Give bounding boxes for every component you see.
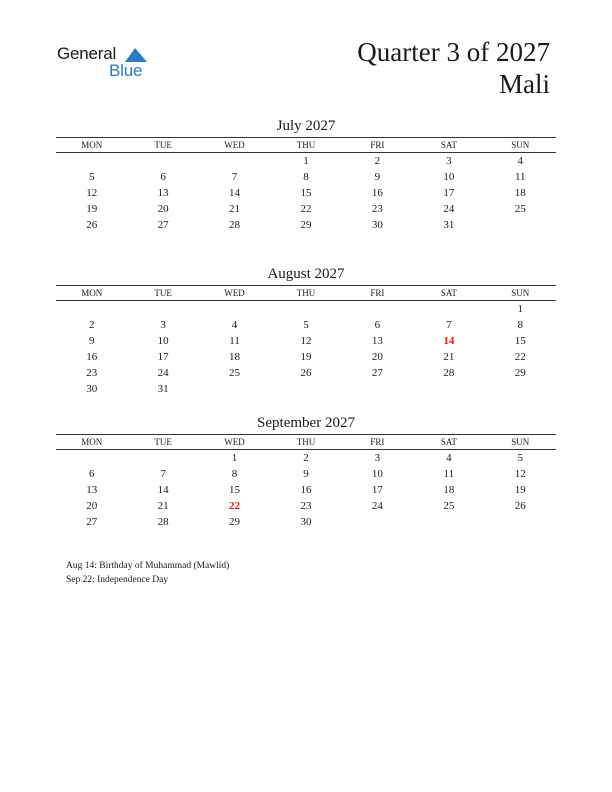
logo-word-blue: Blue [109,61,143,80]
day-cell: 13 [157,187,169,199]
day-cell: 28 [443,367,455,379]
day-cell: 2 [374,155,381,167]
day-cell: 21 [443,351,455,363]
day-cell: 17 [157,351,169,363]
day-cell: 30 [86,383,98,395]
day-cell [199,381,270,397]
day-cell: 6 [88,468,95,480]
day-cell: 25 [229,367,241,379]
week-row [56,450,556,467]
day-cell: 7 [160,468,166,480]
day-cell: 11 [443,468,455,480]
weekday-header: SAT [413,435,484,450]
day-cell: 16 [86,351,98,363]
week-row [56,365,556,381]
day-cell: 19 [514,484,526,496]
day-cell [56,153,127,170]
day-cell [270,381,341,397]
day-cell: 2 [88,319,95,331]
day-cell: 8 [517,319,524,331]
weekday-header: SUN [485,138,556,153]
day-cell: 1 [303,155,309,167]
holiday-day-cell: 14 [443,335,455,347]
day-cell: 25 [514,203,526,215]
day-cell [127,301,198,318]
day-cell [127,450,198,467]
day-cell: 4 [517,155,524,167]
month-september [56,414,556,530]
week-row [56,301,556,318]
day-cell: 8 [303,171,309,183]
month-title: September 2027 [257,415,355,431]
weekday-header: WED [199,138,270,153]
day-cell: 29 [514,367,526,379]
day-cell: 27 [157,219,169,231]
day-cell: 26 [86,219,98,231]
day-cell: 30 [371,219,383,231]
country-name: Mali [499,69,550,99]
day-cell: 14 [157,484,169,496]
day-cell: 7 [446,319,452,331]
day-cell: 16 [300,484,312,496]
day-cell: 4 [446,452,452,464]
month-grid [56,434,556,530]
day-cell: 23 [371,203,383,215]
day-cell: 23 [86,367,98,379]
weekday-header: SAT [413,286,484,301]
week-row [56,185,556,201]
week-row [56,333,556,349]
week-row [56,466,556,482]
day-cell: 19 [86,203,98,215]
day-cell: 13 [371,335,383,347]
day-cell [56,301,127,318]
day-cell: 18 [514,187,526,199]
day-cell: 22 [514,351,526,363]
day-cell: 20 [371,351,383,363]
day-cell: 6 [374,319,381,331]
day-cell [413,301,484,318]
day-cell [199,153,270,170]
weekday-header: WED [199,286,270,301]
day-cell: 15 [514,335,526,347]
weekday-header: MON [56,435,127,450]
weekday-header: THU [270,435,341,450]
week-row [56,153,556,170]
day-cell: 4 [231,319,238,331]
day-cell: 28 [229,219,241,231]
day-cell [342,514,413,530]
month-title: August 2027 [267,266,345,282]
day-cell: 11 [229,335,240,347]
day-cell: 9 [374,171,381,183]
week-row [56,381,556,397]
day-cell: 28 [157,516,169,528]
day-cell: 1 [517,303,524,315]
day-cell: 9 [88,335,95,347]
day-cell: 3 [374,452,381,464]
week-row [56,201,556,217]
weekday-header: WED [199,435,270,450]
weekday-header: FRI [342,286,413,301]
day-cell: 19 [300,351,312,363]
day-cell: 10 [371,468,383,480]
day-cell: 27 [86,516,98,528]
logo-triangle-icon [125,46,147,62]
weekday-header: MON [56,138,127,153]
day-cell: 10 [157,335,169,347]
page-title: Quarter 3 of 2027 [357,37,550,67]
weekday-header: FRI [342,138,413,153]
day-cell: 30 [300,516,312,528]
day-cell: 7 [231,171,238,183]
weekday-header: TUE [127,138,198,153]
weekday-header: MON [56,286,127,301]
day-cell: 15 [300,187,312,199]
weekday-header: FRI [342,435,413,450]
day-cell: 5 [88,171,95,183]
day-cell [485,217,556,233]
day-cell: 27 [371,367,383,379]
month-august [56,265,556,397]
day-cell: 3 [160,319,166,331]
day-cell: 23 [300,500,312,512]
day-cell: 10 [443,171,455,183]
day-cell: 26 [300,367,312,379]
day-cell [56,450,127,467]
week-row [56,482,556,498]
day-cell: 17 [443,187,455,199]
day-cell: 24 [371,500,383,512]
day-cell: 8 [231,468,238,480]
day-cell: 18 [443,484,455,496]
day-cell: 22 [300,203,312,215]
day-cell: 29 [300,219,312,231]
day-cell: 3 [446,155,452,167]
day-cell: 31 [157,383,169,395]
day-cell: 31 [443,219,455,231]
day-cell: 12 [300,335,312,347]
month-title: July 2027 [276,118,336,134]
day-cell: 6 [160,171,166,183]
day-cell: 24 [443,203,455,215]
weekday-header: THU [270,286,341,301]
day-cell: 21 [157,500,169,512]
day-cell: 21 [229,203,241,215]
weekday-header: TUE [127,435,198,450]
weekday-header: SUN [485,435,556,450]
day-cell [413,381,484,397]
weekday-header: TUE [127,286,198,301]
day-cell: 9 [303,468,309,480]
day-cell: 1 [231,452,238,464]
logo-word-general: General [57,44,117,63]
week-row [56,514,556,530]
day-cell: 16 [371,187,383,199]
week-row [56,498,556,514]
day-cell: 20 [157,203,169,215]
day-cell: 26 [514,500,526,512]
day-cell [485,514,556,530]
month-grid [56,285,556,397]
month-july [56,117,556,233]
day-cell: 14 [229,187,241,199]
week-row [56,169,556,185]
day-cell: 20 [86,500,98,512]
holiday-note: Aug 14: Birthday of Muhammad (Mawlid) [66,561,230,571]
week-row [56,349,556,365]
day-cell: 11 [514,171,526,183]
day-cell: 2 [303,452,309,464]
weekday-header: SUN [485,286,556,301]
day-cell: 24 [157,367,169,379]
day-cell: 25 [443,500,455,512]
day-cell: 12 [86,187,98,199]
day-cell: 13 [86,484,98,496]
day-cell [413,514,484,530]
generalblue-logo [57,44,157,84]
day-cell: 17 [371,484,383,496]
holiday-day-cell: 22 [229,500,241,512]
day-cell: 5 [303,319,309,331]
day-cell: 15 [229,484,241,496]
holiday-notes [66,559,229,587]
day-cell [199,301,270,318]
month-grid [56,137,556,233]
day-cell [485,381,556,397]
week-row [56,317,556,333]
day-cell [342,301,413,318]
day-cell: 5 [517,452,524,464]
day-cell [270,301,341,318]
header [357,36,550,100]
day-cell: 18 [229,351,241,363]
weekday-header: THU [270,138,341,153]
day-cell: 29 [229,516,241,528]
holiday-note: Sep 22: Independence Day [66,575,169,585]
day-cell: 12 [514,468,526,480]
week-row [56,217,556,233]
day-cell [127,153,198,170]
weekday-header: SAT [413,138,484,153]
day-cell [342,381,413,397]
